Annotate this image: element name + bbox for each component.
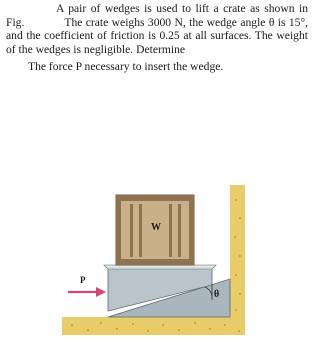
problem-text xyxy=(6,2,308,56)
problem-statement xyxy=(6,2,308,74)
wedge-diagram xyxy=(0,180,316,343)
problem-question: The force P necessary to insert the wedge. xyxy=(28,60,224,74)
angle-label: θ xyxy=(214,289,220,300)
force-label: P xyxy=(80,275,86,285)
problem-details: The crate weighs 3000 N, the wedge angle θ is 15°, and the coefficient of friction is 0.25 at all surfaces. The weight of the wedges is negligible. Determine xyxy=(6,15,308,56)
force-arrow-head xyxy=(96,287,106,297)
problem-line-1: A pair of wedges is used to lift a crate as shown in xyxy=(56,2,308,15)
crate-weight-label: W xyxy=(151,222,161,233)
figure-reference: Fig. xyxy=(6,15,25,29)
ground-floor xyxy=(62,317,245,335)
upper-wedge-top-face xyxy=(104,265,216,269)
wedge-figure xyxy=(0,180,316,343)
ground-wall xyxy=(230,185,245,317)
